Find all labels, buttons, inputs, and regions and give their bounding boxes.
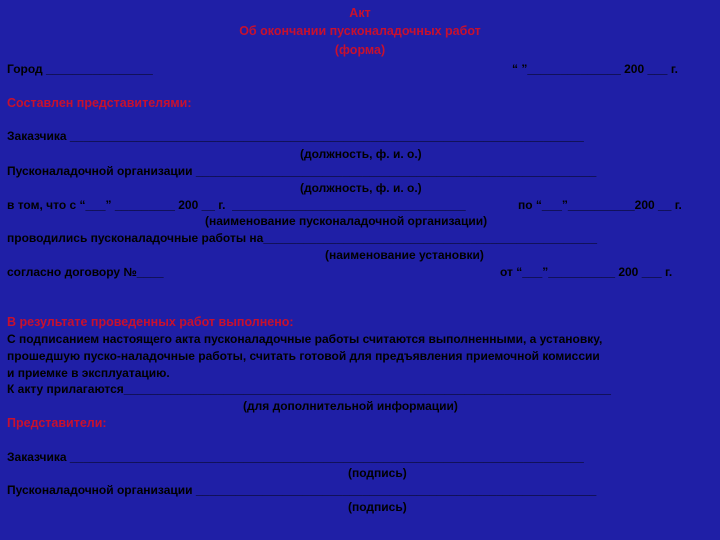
body-text-line: С подписанием настоящего акта пусконаладочные работы считаются выполненными, а установку, (7, 332, 603, 346)
extra-info-hint: (для дополнительной информации) (243, 399, 458, 413)
doc-title: Акт (349, 6, 371, 20)
doc-subtitle: Об окончании пусконаладочных работ (239, 24, 481, 38)
body-text-line: прошедшую пуско-наладочные работы, считать готовой для предъявления приемочной комиссии (7, 349, 600, 363)
customer-field: Заказчика _____________________________________________________________________________ (7, 129, 584, 143)
date-field: “ ”______________ 200 ___ г. (512, 62, 678, 76)
attachments-field: К акту прилагаются_________________________________________________________________________ (7, 382, 611, 396)
composed-by-heading: Составлен представителями: (7, 96, 192, 110)
position-hint: (должность, ф. и. о.) (300, 181, 422, 195)
contract-field: согласно договору №____ (7, 265, 164, 279)
city-field: Город ________________ (7, 62, 153, 76)
result-heading: В результате проведенных работ выполнено: (7, 315, 294, 329)
signature-hint: (подпись) (348, 500, 407, 514)
customer-signature-field: Заказчика _____________________________________________________________________________ (7, 450, 584, 464)
period-field: в том, что с “___” _________ 200 __ г. ___________________________________ (7, 198, 466, 212)
body-text-line: и приемке в эксплуатацию. (7, 366, 170, 380)
org-name-hint: (наименование пусконаладочной организации) (205, 214, 488, 228)
commissioning-signature-field: Пусконаладочной организации ____________________________________________________________ (7, 483, 597, 497)
period-end-field: по “___”__________200 __ г. (518, 198, 682, 212)
doc-form-label: (форма) (334, 43, 386, 57)
commissioning-org-field: Пусконаладочной организации ____________________________________________________________ (7, 164, 597, 178)
signature-hint: (подпись) (348, 466, 407, 480)
works-field: проводились пусконаладочные работы на__________________________________________________ (7, 231, 598, 245)
position-hint: (должность, ф. и. о.) (300, 147, 422, 161)
contract-date-field: от “___”__________ 200 ___ г. (500, 265, 673, 279)
representatives-heading: Представители: (7, 416, 107, 430)
installation-hint: (наименование установки) (325, 248, 484, 262)
